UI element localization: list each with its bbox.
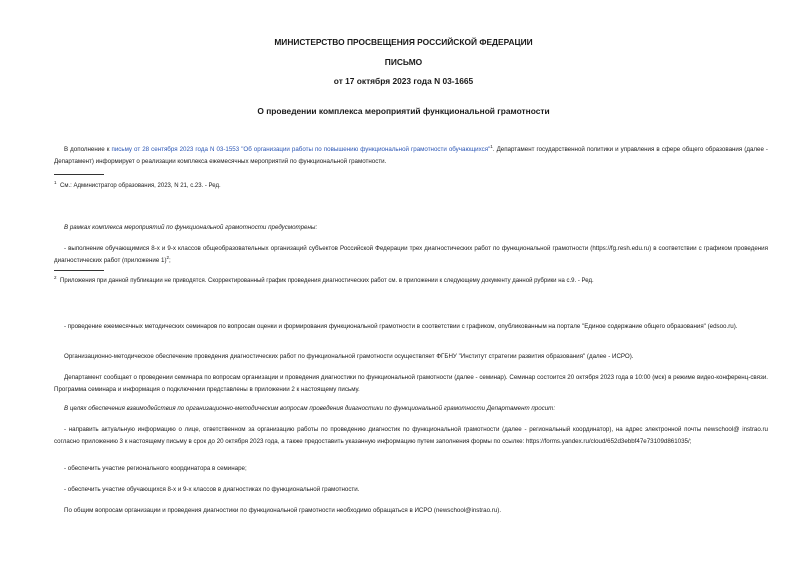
footnote-ref-1[interactable]: 1 [490,143,493,149]
intro-text-start: В дополнение к [64,146,112,153]
measure-item-diagnostics [54,243,768,267]
footnote-2-text: Приложения при данной публикации не приводятся. Скорректированный график проведения диагностических работ см. в приложении к следующему документу данной рубрики на с.9. - Ред. [60,278,594,284]
footnote-ref-2[interactable]: 2 [166,254,170,260]
document-date: от 17 октября 2023 года N 03-1665 [333,76,474,86]
request-item-seminar-participation: - обеспечить участие регионального координатора в семинаре; [64,465,247,472]
footnote-1: $^1$См.: Администратор образования, 2023, N 21, с.23. - Ред. [54,180,221,189]
measure-item-seminars: - проведение ежемесячных методических семинаров по вопросам оценки и формирования функциональной грамотности в соответствии с графиком, опубликованным на портале "Единое содержание общего образования" (edsoo.ru). [64,323,738,330]
intro-text-end: . Департамент государственной политики и управления в сфере общего образования (далее - Департамент) информирует о реализации комплекса ежемесячных мероприятий по функциональной грамотности. [54,146,768,165]
footnote-2: $^2$Приложения при данной публикации не приводятся. Скорректированный график проведения диагностических работ см. в приложении к следующему документу данной рубрики на с.9. - Ред. [54,275,594,284]
seminar-paragraph: Департамент сообщает о проведении семинара по вопросам организации и проведения диагностики по функциональной грамотности (далее - семинар). Семинар состоится 20 октября 2023 года в 10:00 (мск) в режиме видео-конференц-связи. Программа семинара и информация о подключении представлены в приложении 2 к настоящему письму. [54,374,768,393]
support-paragraph: Организационно-методическое обеспечение проведения диагностических работ по функциональной грамотности осуществляет ФГБНУ "Институт стратегии развития образования" (далее - ИСРО). [64,353,634,360]
ministry-title: МИНИСТЕРСТВО ПРОСВЕЩЕНИЯ РОССИЙСКОЙ ФЕДЕРАЦИИ [274,37,533,47]
measure-item-diagnostics-text: - выполнение обучающимися 8-х и 9-х классов общеобразовательных организаций субъектов Российской Федерации трех диагностических работ по функциональной грамотности (https://fg.resh.edu.ru) в соответствии с графиком проведения диагностических работ (приложение 1) [54,245,768,264]
referenced-letter-link[interactable]: письму от 28 сентября 2023 года N 03-1553 "Об организации работы по повышению функциональной грамотности обучающихся" [111,146,491,153]
intro-paragraph [54,144,768,168]
footnote-1-text: См.: Администратор образования, 2023, N 21, с.23. - Ред. [60,183,221,189]
measure-item-diagnostics-tail: ; [169,257,171,264]
request-item-student-participation: - обеспечить участие обучающихся 8-х и 9-х классов в диагностиках по функциональной грамотности. [64,486,360,493]
footnote-divider-2 [54,270,104,271]
footnote-divider-1 [54,174,104,175]
measures-intro: В рамках комплекса мероприятий по функциональной грамотности предусмотрены: [64,224,318,231]
request-item-coordinator-info: - направить актуальную информацию о лице, ответственном за организацию работы по проведению диагностик по функциональной грамотности (далее - региональный координатор), на адрес электронной почты newschool@ instrao.ru согласно приложению 3 к настоящему письму в срок до 20 октября 2023 года, а также предоставить указанную информацию путем заполнения формы по ссылке: https://forms.yandex.ru/cloud/652d3ebbf47e73109d861035/; [54,426,768,445]
document-subject: О проведении комплекса мероприятий функциональной грамотности [257,106,550,116]
document-type: ПИСЬМО [384,57,423,67]
closing-paragraph: По общим вопросам организации и проведения диагностики по функциональной грамотности необходимо обращаться в ИСРО (newschool@instrao.ru). [64,507,502,514]
request-intro: В целях обеспечения взаимодействия по организационно-методическим вопросам проведения диагностики по функциональной грамотности Департамент просит: [64,405,556,412]
